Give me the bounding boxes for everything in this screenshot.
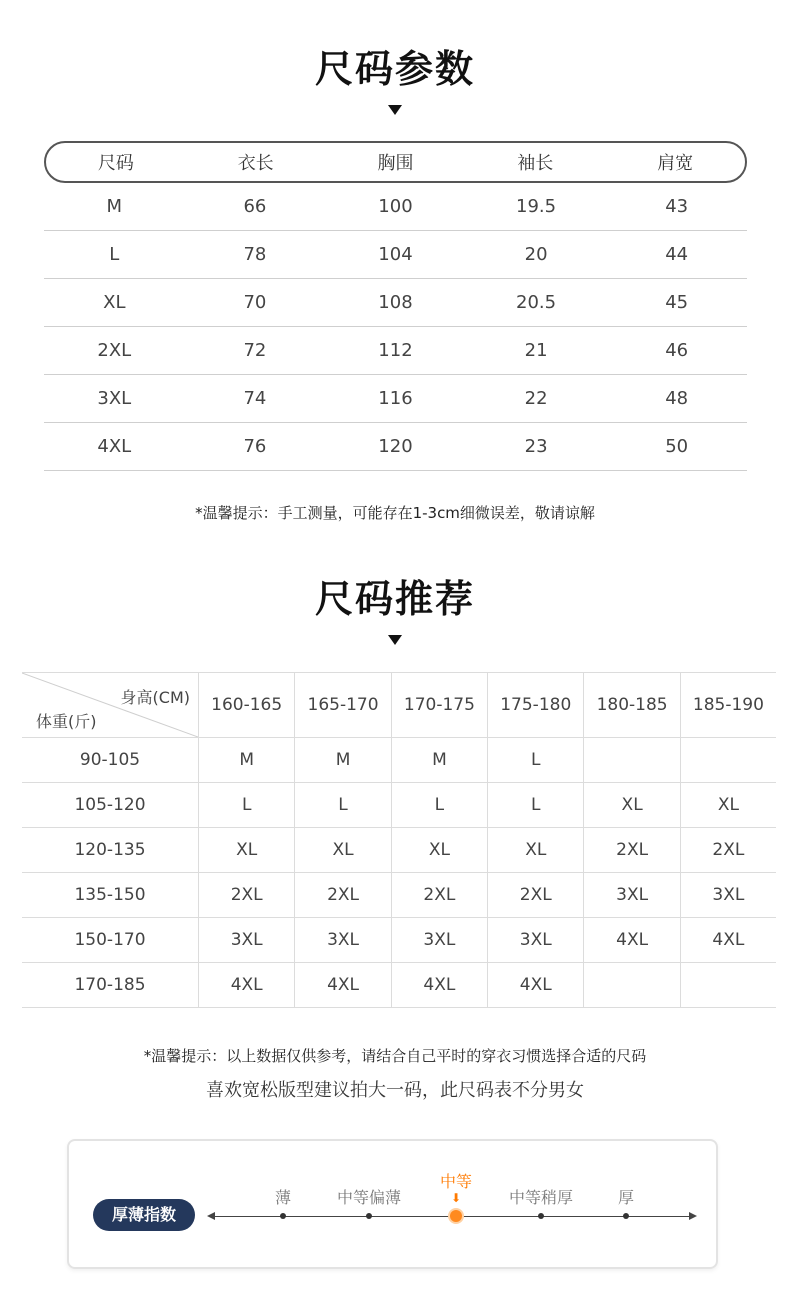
recommended-size: 3XL <box>680 873 776 918</box>
recommended-size: 4XL <box>199 963 295 1008</box>
scale-dot <box>623 1213 629 1219</box>
recommend-section-title: 尺码推荐 <box>314 577 475 621</box>
size-table-cell: L <box>109 244 120 265</box>
recommended-size <box>680 963 776 1008</box>
recommended-size: 2XL <box>488 873 584 918</box>
size-table-cell: XL <box>103 292 126 313</box>
size-table-cell: 116 <box>378 388 413 409</box>
thickness-level: 厚 <box>617 1188 635 1207</box>
size-table-cell: 120 <box>378 436 413 457</box>
recommended-size: 2XL <box>199 873 295 918</box>
recommended-size: 4XL <box>584 918 680 963</box>
size-table-cell: 2XL <box>97 340 132 361</box>
recommend-table-row <box>22 918 776 963</box>
recommended-size: 4XL <box>295 963 391 1008</box>
thickness-level: 薄 <box>274 1188 292 1207</box>
size-table-row <box>44 231 747 279</box>
height-range: 180-185 <box>584 673 680 738</box>
recommend-table <box>22 672 776 1008</box>
height-range: 160-165 <box>199 673 295 738</box>
size-table-header <box>44 141 747 183</box>
thickness-badge: 厚薄指数 <box>93 1199 195 1231</box>
recommended-size: XL <box>488 828 584 873</box>
measurement-note: *温馨提示：手工测量，可能存在1-3cm细微误差，敬请谅解 <box>195 504 595 522</box>
header-cell: 肩宽 <box>657 153 694 174</box>
arrow-right-icon <box>689 1212 697 1220</box>
size-table-cell: 44 <box>665 244 689 265</box>
size-table-row <box>44 423 747 471</box>
recommended-size: XL <box>391 828 487 873</box>
weight-range: 150-170 <box>22 918 199 963</box>
recommend-table-row <box>22 738 776 783</box>
recommended-size: M <box>391 738 487 783</box>
size-table-cell: 43 <box>665 196 689 217</box>
thickness-level: 中等偏薄 <box>336 1188 402 1207</box>
weight-range: 90-105 <box>22 738 199 783</box>
weight-range: 105-120 <box>22 783 199 828</box>
size-table <box>44 141 747 471</box>
recommend-table-row <box>22 783 776 828</box>
size-table-cell: 4XL <box>97 436 132 457</box>
recommended-size: 4XL <box>391 963 487 1008</box>
header-cell: 袖长 <box>517 153 554 174</box>
recommend-note: *温馨提示：以上数据仅供参考，请结合自己平时的穿衣习惯选择合适的尺码 <box>143 1047 647 1065</box>
size-table-row <box>44 183 747 231</box>
recommend-table-header <box>22 673 776 738</box>
recommended-size: 2XL <box>295 873 391 918</box>
size-table-cell: 20 <box>524 244 548 265</box>
size-table-cell: 70 <box>243 292 267 313</box>
weight-range: 170-185 <box>22 963 199 1008</box>
recommend-table-row <box>22 963 776 1008</box>
size-table-cell: 20.5 <box>516 292 557 313</box>
weight-axis-label: 体重(斤) <box>36 712 97 731</box>
recommended-size: 4XL <box>488 963 584 1008</box>
size-table-cell: 66 <box>243 196 267 217</box>
recommended-size: XL <box>584 783 680 828</box>
size-table-body <box>44 183 747 471</box>
recommended-size <box>584 963 680 1008</box>
scale-dot <box>538 1213 544 1219</box>
header-cell: 衣长 <box>237 153 274 174</box>
recommended-size: XL <box>680 783 776 828</box>
arrow-down-icon: ⬇ <box>450 1191 462 1205</box>
recommended-size: L <box>391 783 487 828</box>
size-table-cell: 76 <box>243 436 267 457</box>
size-table-cell: 22 <box>524 388 548 409</box>
triangle-down-icon <box>388 105 402 115</box>
size-table-cell: 23 <box>524 436 548 457</box>
recommended-size: M <box>199 738 295 783</box>
recommended-size: 2XL <box>391 873 487 918</box>
recommended-size: 2XL <box>680 828 776 873</box>
size-table-cell: 48 <box>665 388 689 409</box>
recommended-size: L <box>199 783 295 828</box>
thickness-index-panel <box>67 1139 718 1269</box>
size-section-title: 尺码参数 <box>314 47 475 91</box>
recommended-size: 2XL <box>584 828 680 873</box>
size-table-cell: 108 <box>378 292 413 313</box>
thickness-level-active: 中等 <box>439 1172 473 1191</box>
header-cell: 尺码 <box>97 153 134 174</box>
recommended-size: 3XL <box>488 918 584 963</box>
recommended-size: 4XL <box>680 918 776 963</box>
recommended-size: XL <box>295 828 391 873</box>
size-table-cell: 100 <box>378 196 413 217</box>
recommended-size: 3XL <box>391 918 487 963</box>
recommended-size: 3XL <box>199 918 295 963</box>
recommended-size: L <box>488 783 584 828</box>
recommended-size: L <box>295 783 391 828</box>
recommended-size: M <box>295 738 391 783</box>
size-table-cell: 72 <box>243 340 267 361</box>
recommended-size <box>584 738 680 783</box>
fit-advice: 喜欢宽松版型建议拍大一码，此尺码表不分男女 <box>206 1080 584 1101</box>
triangle-down-icon <box>388 635 402 645</box>
recommended-size: 3XL <box>295 918 391 963</box>
weight-range: 120-135 <box>22 828 199 873</box>
recommend-table-body <box>22 738 776 1008</box>
corner-cell <box>22 673 199 738</box>
scale-dot <box>366 1213 372 1219</box>
recommended-size: L <box>488 738 584 783</box>
size-table-cell: M <box>106 196 123 217</box>
size-table-cell: 45 <box>665 292 689 313</box>
recommend-table-row <box>22 828 776 873</box>
size-table-row <box>44 279 747 327</box>
size-table-cell: 112 <box>378 340 413 361</box>
recommended-size: 3XL <box>584 873 680 918</box>
recommended-size: XL <box>199 828 295 873</box>
height-range: 170-175 <box>391 673 487 738</box>
size-table-cell: 104 <box>378 244 413 265</box>
scale-dot <box>280 1213 286 1219</box>
size-table-cell: 78 <box>243 244 267 265</box>
size-table-cell: 19.5 <box>516 196 557 217</box>
size-table-row <box>44 375 747 423</box>
scale-dot-active <box>450 1210 462 1222</box>
height-range: 165-170 <box>295 673 391 738</box>
height-range: 185-190 <box>680 673 776 738</box>
weight-range: 135-150 <box>22 873 199 918</box>
size-table-cell: 50 <box>665 436 689 457</box>
thickness-level: 中等稍厚 <box>508 1188 574 1207</box>
size-table-cell: 74 <box>243 388 267 409</box>
size-table-cell: 3XL <box>97 388 132 409</box>
size-table-row <box>44 327 747 375</box>
header-cell: 胸围 <box>377 153 414 174</box>
recommend-table-row <box>22 873 776 918</box>
size-table-cell: 21 <box>524 340 548 361</box>
height-axis-label: 身高(CM) <box>120 688 190 707</box>
height-range: 175-180 <box>488 673 584 738</box>
recommended-size <box>680 738 776 783</box>
size-table-cell: 46 <box>665 340 689 361</box>
